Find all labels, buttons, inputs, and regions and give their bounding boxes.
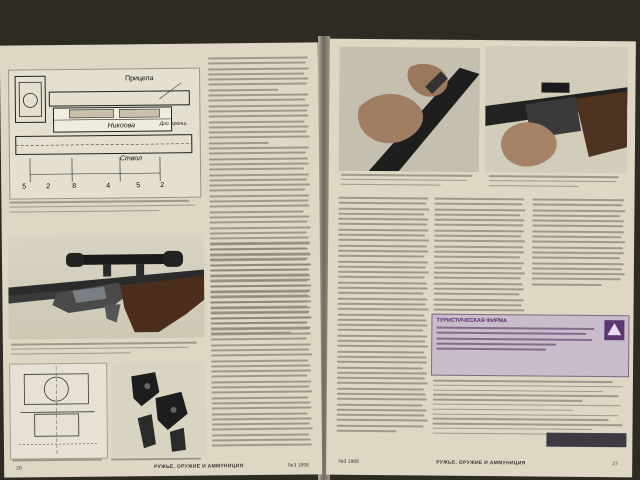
right-page-footer: РУЖЬЕ. ОРУЖИЕ И АММУНИЦИЯ xyxy=(436,459,526,467)
rifle-closeup-photo xyxy=(485,46,628,173)
diagram-number: 5 xyxy=(136,182,141,190)
technical-drawing xyxy=(8,68,201,200)
right-text-column-2 xyxy=(434,198,527,315)
mount-cross-section-drawing xyxy=(10,364,107,459)
scope-mount-drawing xyxy=(9,69,200,199)
diagram-label-barrel: Ствол xyxy=(119,155,143,163)
diagram-label-extra-bracket: Доп. кронш. xyxy=(159,120,188,128)
left-page-number: 26 xyxy=(16,465,22,472)
left-page-footer: РУЖЬЕ. ОРУЖИЕ И АММУНИЦИЯ xyxy=(154,463,244,471)
right-text-column-3 xyxy=(532,198,627,289)
ad-logo-icon xyxy=(604,320,624,340)
hand-photo-caption xyxy=(341,174,477,190)
left-page-issue: №3 1998 xyxy=(288,462,309,469)
hand-mounting-photo xyxy=(339,47,480,172)
diagram-number: 2 xyxy=(46,183,51,191)
diagram-label-mount: Никоова xyxy=(107,122,136,130)
diagram-number: 2 xyxy=(160,181,165,190)
ad-title: ТУРИСТИЧЕСКАЯ ФИРМА xyxy=(436,317,508,325)
diagram-number: 5 xyxy=(22,183,27,191)
bracket-photo xyxy=(111,362,206,457)
drawing-caption xyxy=(9,200,199,216)
left-page xyxy=(0,42,322,477)
travel-ad-box xyxy=(431,314,630,378)
right-page-issue: №3 1998 xyxy=(338,458,359,465)
rifle-photo xyxy=(8,234,205,340)
rifle-photo-caption xyxy=(11,342,201,358)
ad-text xyxy=(436,327,596,355)
right-page xyxy=(326,39,636,478)
diagram-number: 4 xyxy=(106,182,111,190)
right-page-number: 27 xyxy=(612,461,618,468)
closeup-photo-caption xyxy=(489,175,625,191)
right-ad-info-text xyxy=(432,380,626,439)
ad-dark-panel xyxy=(546,433,626,448)
rifle-mount-closeup-image xyxy=(485,46,628,173)
right-text-column-1 xyxy=(336,197,430,436)
ad-logo xyxy=(604,320,624,340)
hands-with-mount-image xyxy=(339,47,480,172)
diagram-label-sight: Прицела xyxy=(125,75,154,83)
bracket-parts-image xyxy=(111,362,206,457)
mount-drawing-small xyxy=(9,363,108,460)
rifle-with-scope-image xyxy=(8,234,205,340)
diagram-number: 8 xyxy=(72,182,77,190)
left-text-column-bottom xyxy=(210,242,314,450)
